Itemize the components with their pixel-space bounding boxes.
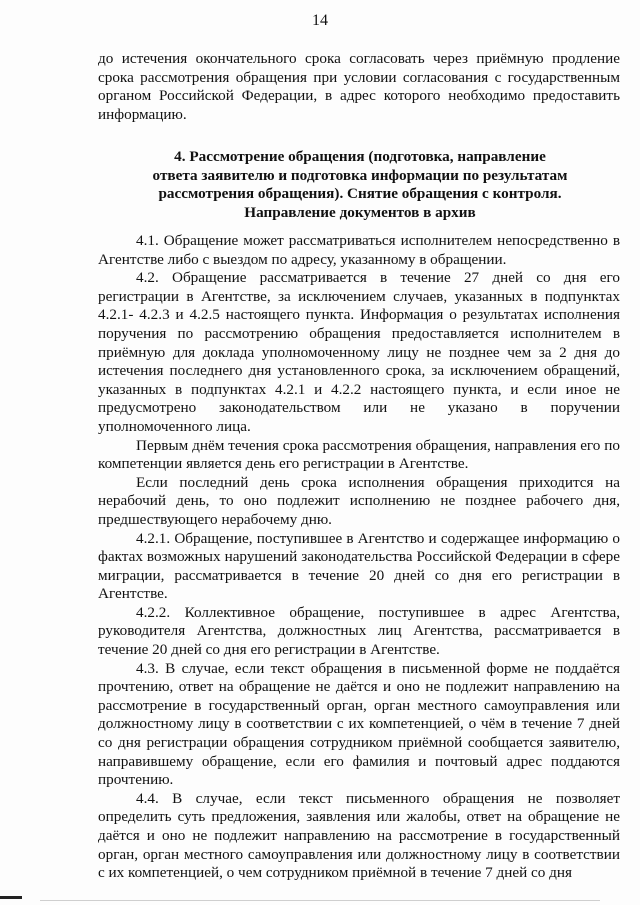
section-heading-line-2: ответа заявителю и подготовка информации по результатам [152,166,568,184]
section-heading-line-1: 4. Рассмотрение обращения (подготовка, направление [174,148,546,165]
paragraph-last-day: Если последний день срока исполнения обращения приходится на нерабочий день, то оно подлежит исполнению не позднее рабочего дня, предшествующего нерабочему дню. [98,473,620,528]
intro-paragraph: до истечения окончательного срока согласовать через приёмную продление срока рассмотрения обращения при условии согласования с государственным органом Российской Федерации, в адрес которого необходимо предоставить информацию. [98,50,620,123]
paragraph-4-2: 4.2. Обращение рассматривается в течение 27 дней со дня его регистрации в Агентстве, за исключением случаев, указанных в подпунктах 4.2.1- 4.2.3 и 4.2.5 настоящего пункта. Информация о результатах исполнения поручения по рассмотрению обращения предоставляется исполнителем в приёмную для доклада уполномоченному лицу не позднее чем за 2 дня до истечения последнего дня установленного срока, за исключением обращений, указанных в подпунктах 4.2.1 и 4.2.2 настоящего пункта, и если иное не предусмотрено законодательством или не указано в поручении уполномоченного лица. [98,269,620,435]
paragraph-4-2-1: 4.2.1. Обращение, поступившее в Агентство и содержащее информацию о фактах возможных нарушений законодательства Российской Федерации в сфере миграции, рассматривается в течение 20 дней со дня его регистрации в Агентстве. [98,529,620,603]
paragraph-4-1: 4.1. Обращение может рассматриваться исполнителем непосредственно в Агентстве либо с выездом по адресу, указанному в обращении. [98,232,620,268]
page-number: 14 [312,12,328,29]
paragraph-4-3: 4.3. В случае, если текст обращения в письменной форме не поддаётся прочтению, ответ на обращение не даётся и оно не подлежит направлению на рассмотрение в государственный орган, орган местного самоуправления или должностному лицу в соответствии с их компетенцией, о чём в течение 7 дней со дня регистрации обращения сотрудником приёмной сообщается заявителю, направившему обращение, если его фамилия и почтовый адрес поддаются прочтению. [98,659,620,789]
section-heading-line-4: Направление документов в архив [244,203,476,221]
scan-corner-mark [0,896,22,899]
paragraph-4-4: 4.4. В случае, если текст письменного обращения не позволяет определить суть предложения, заявления или жалобы, ответ на обращение не даётся и оно не подлежит направлению на рассмотрение в государственный орган, орган местного самоуправления или должностному лицу в соответствии с их компетенцией, о чем сотрудником приёмной в течение 7 дней со дня [98,789,620,882]
intro-paragraph-block [98,50,620,124]
section-heading-line-3: рассмотрения обращения). Снятие обращения с контроля. [158,185,562,203]
scan-bottom-edge [40,900,600,901]
section-heading [120,148,600,222]
paragraph-4-2-2: 4.2.2. Коллективное обращение, поступившее в адрес Агентства, руководителя Агентства, должностных лиц Агентства, рассматривается в течение 20 дней со дня его регистрации в Агентстве. [98,603,620,659]
section-body [98,232,620,883]
paragraph-first-day: Первым днём течения срока рассмотрения обращения, направления его по компетенции является день его регистрации в Агентстве. [98,436,620,473]
